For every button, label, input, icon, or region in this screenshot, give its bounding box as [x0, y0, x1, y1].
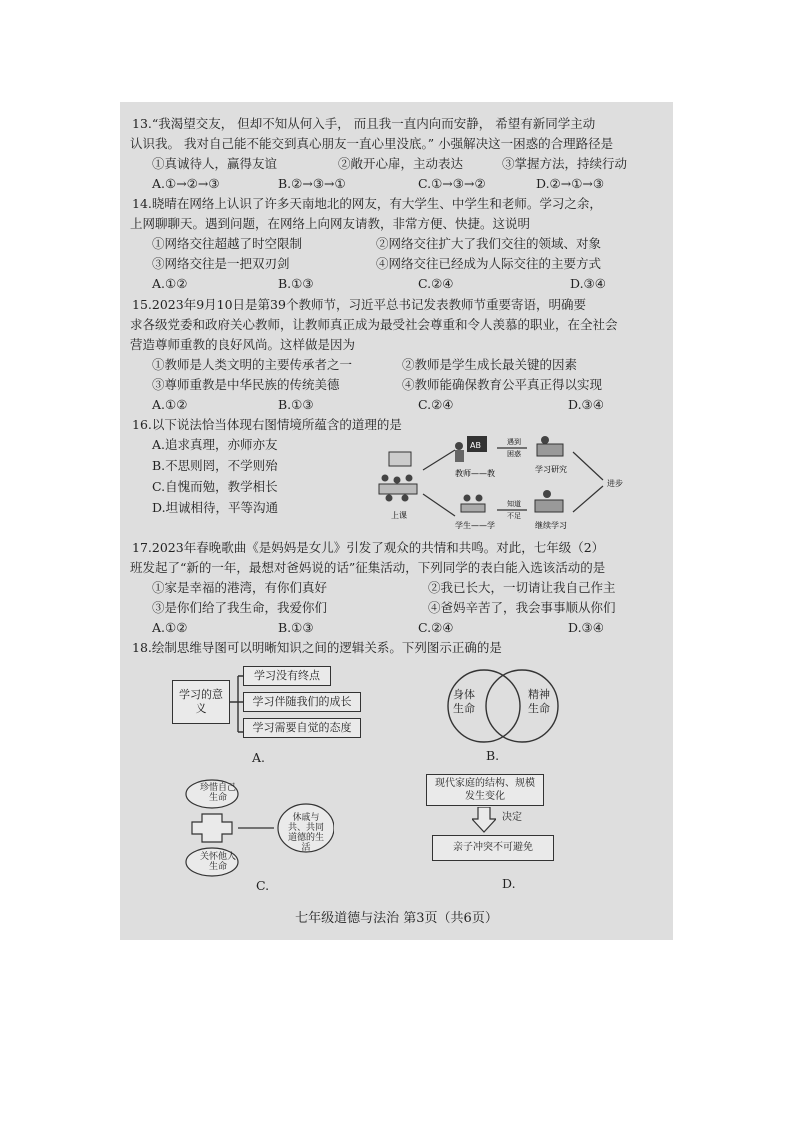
figc-top-label: 珍惜自己生命 — [199, 783, 236, 803]
q18-line1: 18.绘制思维导图可以明晰知识之间的逻辑关系。下列图示正确的是 — [132, 640, 502, 655]
q16-option-a: A.追求真理，亦师亦友 — [152, 437, 278, 452]
q13-option-d: D.②→①→③ — [536, 176, 605, 191]
q15-item-4: ④教师能确保教育公平真正得以实现 — [402, 377, 603, 392]
q16-teaching-diagram — [375, 432, 665, 532]
q15-option-b: B.①③ — [278, 397, 314, 412]
q15-line3: 营造尊师重教的良好风尚。这样做是因为 — [130, 337, 356, 352]
figd-down-arrow-icon — [472, 807, 496, 833]
q13-option-a: A.①→②→③ — [152, 176, 220, 191]
q16-option-c: C.自愧而勉，教学相长 — [152, 479, 278, 494]
figa-label: A. — [252, 750, 266, 765]
figd-arrow-label: 决定 — [502, 812, 522, 823]
q17-item-2: ②我已长大，一切请让我自己作主 — [428, 580, 616, 595]
figc-bottom-label: 关怀他人生命 — [199, 852, 236, 872]
q15-line2: 求各级党委和政府关心教师，让教师真正成为最受社会尊重和令人羡慕的职业，在全社会 — [130, 317, 618, 332]
lack-label-1: 知道 — [507, 500, 521, 508]
student-illustration — [461, 495, 485, 513]
q15-option-d: D.③④ — [568, 397, 604, 412]
page-footer: 七年级道德与法治 第3页（共6页） — [295, 911, 498, 926]
figa-root-box: 学习的意义 — [172, 680, 230, 724]
q17-option-d: D.③④ — [568, 620, 604, 635]
teacher-label: 教师——教 — [455, 469, 495, 478]
continue-study-illustration — [535, 490, 563, 512]
research-illustration — [537, 436, 563, 456]
q17-line2: 班发起了“新的一年，最想对爸妈说的话”征集活动，下列同学的表白能入选该活动的是 — [130, 560, 606, 575]
q13-line2: 认识我。 我对自己能不能交到真心朋友一直心里没底。” 小强解决这一困惑的合理路径是 — [130, 136, 614, 151]
q14-option-d: D.③④ — [570, 276, 606, 291]
q14-option-a: A.①② — [152, 276, 188, 291]
figd-label: D. — [502, 876, 516, 891]
q15-line1: 15.2023年9月10日是第39个教师节，习近平总书记发表教师节重要寄语，明确要 — [132, 297, 586, 312]
q15-item-3: ③尊师重教是中华民族的传统美德 — [152, 377, 340, 392]
q13-line1: 13.“我渴望交友， 但却不知从何入手， 而且我一直内向而安静， 希望有新同学主动 — [132, 116, 596, 131]
plus-icon — [192, 814, 232, 842]
q14-option-c: C.②④ — [418, 276, 454, 291]
q17-option-c: C.②④ — [418, 620, 454, 635]
q14-line2: 上网聊聊天。遇到问题，在网络上向网友请教，非常方便、快捷。这说明 — [130, 216, 531, 231]
q15-item-2: ②教师是学生成长最关键的因素 — [402, 357, 578, 372]
q15-item-1: ①教师是人类文明的主要传承者之一 — [152, 357, 353, 372]
class-label: 上课 — [391, 511, 407, 520]
q13-item-1: ①真诚待人，赢得友谊 — [152, 156, 278, 171]
q17-item-4: ④爸妈辛苦了，我会事事顺从你们 — [428, 600, 616, 615]
q14-item-3: ③网络交往是一把双刃剑 — [152, 256, 290, 271]
student-label: 学生——学 — [455, 521, 495, 530]
problem-label-2: 困惑 — [507, 450, 521, 458]
figb-left-label: 身体生命 — [453, 688, 475, 715]
figa-branch-1: 学习没有终点 — [243, 666, 331, 686]
q14-option-b: B.①③ — [278, 276, 314, 291]
figb-right-label: 精神生命 — [528, 688, 550, 715]
figb-label: B. — [486, 748, 500, 763]
figa-branch-3: 学习需要自觉的态度 — [243, 718, 361, 738]
classroom-illustration — [379, 452, 417, 502]
svg-text:AB: AB — [470, 441, 481, 450]
q16-line1: 16.以下说法恰当体现右图情境所蕴含的道理的是 — [132, 417, 402, 432]
q14-item-2: ②网络交往扩大了我们交往的领域、对象 — [376, 236, 602, 251]
q17-option-b: B.①③ — [278, 620, 314, 635]
q17-line1: 17.2023年春晚歌曲《是妈妈是女儿》引发了观众的共情和共鸣。对此，七年级（2） — [132, 540, 605, 555]
q13-option-c: C.①→③→② — [418, 176, 486, 191]
q13-item-2: ②敞开心扉，主动表达 — [338, 156, 464, 171]
figa-branch-2: 学习伴随我们的成长 — [243, 692, 361, 712]
q17-item-1: ①家是幸福的港湾，有你们真好 — [152, 580, 328, 595]
q14-line1: 14.晓晴在网络上认识了许多天南地北的网友，有大学生、中学生和老师。学习之余， — [132, 196, 602, 211]
problem-label-1: 遇到 — [507, 438, 521, 446]
q13-item-3: ③掌握方法，持续行动 — [502, 156, 628, 171]
figc-label: C. — [256, 878, 270, 893]
figd-bottom-box: 亲子冲突不可避免 — [432, 835, 554, 861]
q15-option-c: C.②④ — [418, 397, 454, 412]
q16-option-b: B.不思则罔，不学则殆 — [152, 458, 278, 473]
q14-item-1: ①网络交往超越了时空限制 — [152, 236, 303, 251]
q17-option-a: A.①② — [152, 620, 188, 635]
progress-label: 进步 — [607, 479, 623, 488]
research-label: 学习研究 — [535, 465, 567, 474]
exam-page — [120, 102, 673, 940]
q13-option-b: B.②→③→① — [278, 176, 346, 191]
continue-label: 继续学习 — [535, 521, 567, 530]
lack-label-2: 不足 — [507, 512, 521, 520]
q15-option-a: A.①② — [152, 397, 188, 412]
q14-item-4: ④网络交往已经成为人际交往的主要方式 — [376, 256, 602, 271]
figd-top-box: 现代家庭的结构、规模发生变化 — [426, 774, 544, 806]
teacher-illustration — [455, 436, 487, 462]
figc-result-label: 休戚与共、共同道德的生活 — [287, 813, 324, 853]
q16-option-d: D.坦诚相待，平等沟通 — [152, 500, 279, 515]
q17-item-3: ③是你们给了我生命，我爱你们 — [152, 600, 328, 615]
